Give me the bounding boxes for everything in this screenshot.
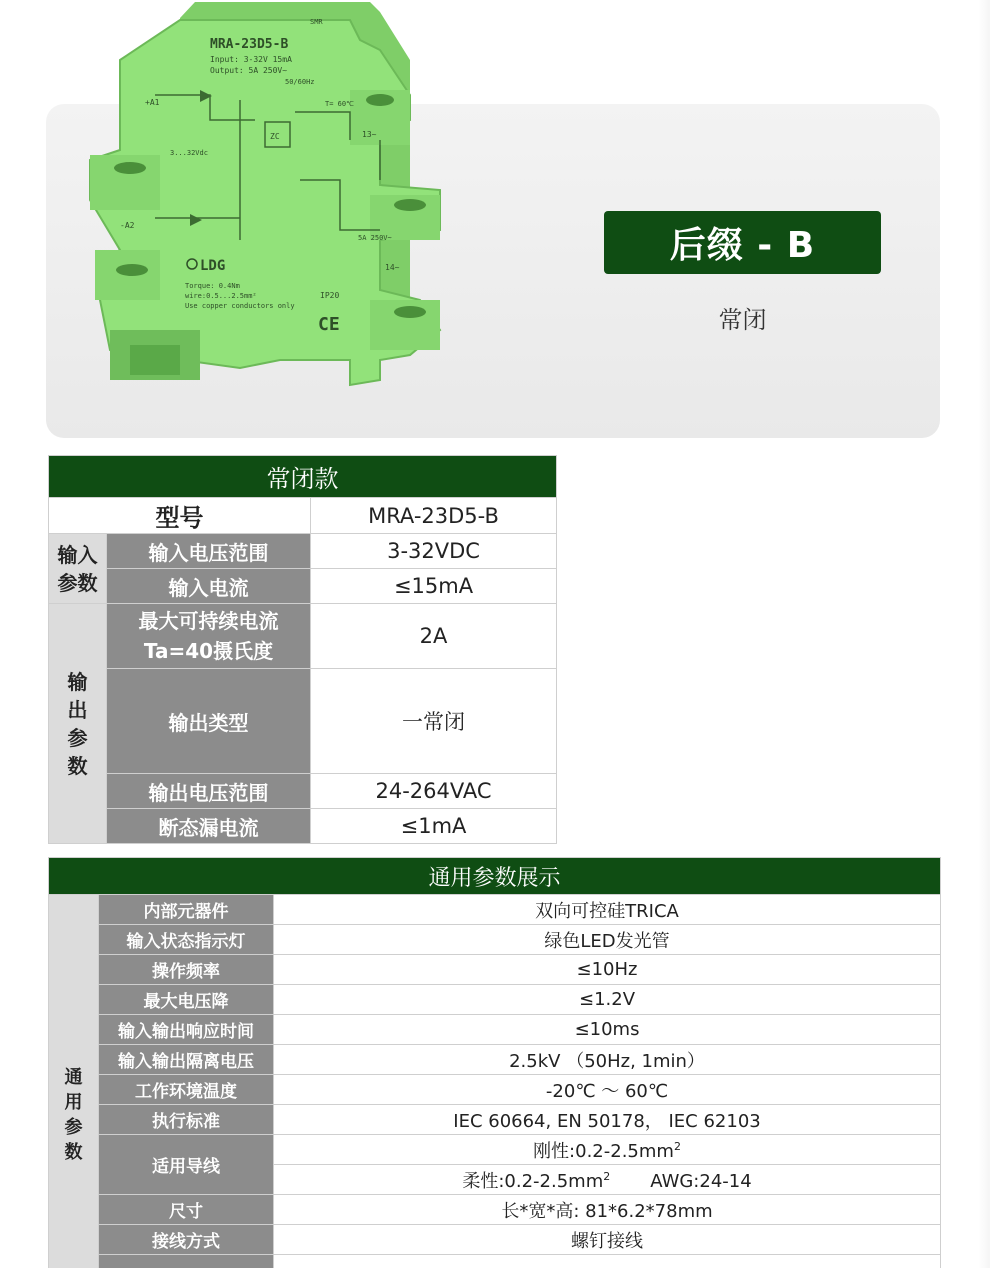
product-note3: Use copper conductors only (185, 302, 295, 310)
product-model-print: MRA-23D5-B (210, 37, 289, 52)
product-terminal-13: 13~ (362, 130, 377, 139)
row-label: 适用导线 (99, 1135, 274, 1195)
row-value: 双向可控硅TRICA (274, 895, 941, 925)
wire-rigid-sup: 2 (673, 1139, 681, 1153)
row-label: 最大电压降 (99, 985, 274, 1015)
wire-flex-text: 柔性:0.2-2.5mm (462, 1170, 604, 1192)
product-spec-line1: Input: 3-32V 15mA (210, 55, 292, 64)
right-edge-shadow (978, 0, 990, 1268)
row-value: 3-32VDC (311, 534, 557, 569)
row-label-cut (99, 1255, 274, 1268)
row-label (107, 604, 311, 669)
row-label: 输入输出隔离电压 (99, 1045, 274, 1075)
product-temp: T= 60℃ (325, 100, 354, 108)
row-label: 输出电压范围 (107, 774, 311, 809)
input-group-label: 输入 参数 (49, 534, 107, 604)
wire-rigid-value (274, 1135, 941, 1165)
product-note1: Torque: 0.4Nm (185, 282, 240, 290)
row-value: ≤1.2V (274, 985, 941, 1015)
relay-product-image (80, 0, 500, 420)
product-spec-line3: 50/60Hz (285, 78, 315, 86)
row-value: ≤1mA (311, 809, 557, 844)
product-ce: CE (318, 314, 340, 335)
row-value: 绿色LED发光管 (274, 925, 941, 955)
row-value-cut (274, 1255, 941, 1268)
product-zc-label: ZC (270, 132, 280, 141)
product-ip: IP20 (320, 291, 340, 300)
wire-rigid-text: 刚性:0.2-2.5mm (533, 1140, 674, 1162)
product-load: 5A 250V~ (358, 234, 392, 242)
product-terminal-a1: +A1 (145, 98, 160, 107)
row-value: ≤15mA (311, 569, 557, 604)
product-range: 3...32Vdc (170, 149, 208, 157)
product-brand: LDG (200, 258, 226, 274)
general-params-table (48, 857, 941, 1268)
product-spec-line2: Output: 5A 250V~ (210, 66, 288, 75)
suffix-badge: 后缀 - B (604, 211, 881, 274)
row-value: 2A (311, 604, 557, 669)
product-note2: wire:0.5...2.5mm² (185, 292, 257, 300)
row-label-line1: 最大可持续电流 (138, 609, 279, 633)
row-label-line2: Ta=40摄氏度 (143, 639, 274, 663)
product-top-mark: SMR (310, 18, 323, 26)
row-label: 接线方式 (99, 1225, 274, 1255)
suffix-caption: 常闭 (718, 306, 767, 334)
row-label: 输出类型 (107, 669, 311, 774)
row-value: 2.5kV （50Hz, 1min） (274, 1045, 941, 1075)
row-value: ≤10ms (274, 1015, 941, 1045)
wire-flex-value (274, 1165, 941, 1195)
row-value: 24-264VAC (311, 774, 557, 809)
row-value: 一常闭 (311, 669, 557, 774)
row-value: 螺钉接线 (274, 1225, 941, 1255)
model-label: 型号 (49, 498, 311, 534)
row-label: 断态漏电流 (107, 809, 311, 844)
row-label: 执行标准 (99, 1105, 274, 1135)
row-value: IEC 60664, EN 50178， IEC 62103 (274, 1105, 941, 1135)
table1-title: 常闭款 (49, 456, 557, 498)
row-label: 输入输出响应时间 (99, 1015, 274, 1045)
row-label: 输入电压范围 (107, 534, 311, 569)
normally-closed-spec-table (48, 455, 557, 844)
row-value: ≤10Hz (274, 955, 941, 985)
general-group-label: 通 用 参 数 (49, 895, 99, 1268)
product-terminal-a2: -A2 (120, 221, 135, 230)
row-label: 操作频率 (99, 955, 274, 985)
row-label: 尺寸 (99, 1195, 274, 1225)
row-label: 输入状态指示灯 (99, 925, 274, 955)
row-label: 工作环境温度 (99, 1075, 274, 1105)
row-value: 长*宽*高: 81*6.2*78mm (274, 1195, 941, 1225)
row-label: 输入电流 (107, 569, 311, 604)
row-label: 内部元器件 (99, 895, 274, 925)
wire-flex-sup: 2 (603, 1169, 611, 1183)
table2-title: 通用参数展示 (49, 858, 941, 895)
product-terminal-14: 14~ (385, 263, 400, 272)
output-group-label: 输 出 参 数 (49, 604, 107, 844)
model-value: MRA-23D5-B (311, 498, 557, 534)
row-value: -20℃ ～ 60℃ (274, 1075, 941, 1105)
wire-awg-text: AWG:24-14 (650, 1170, 752, 1192)
